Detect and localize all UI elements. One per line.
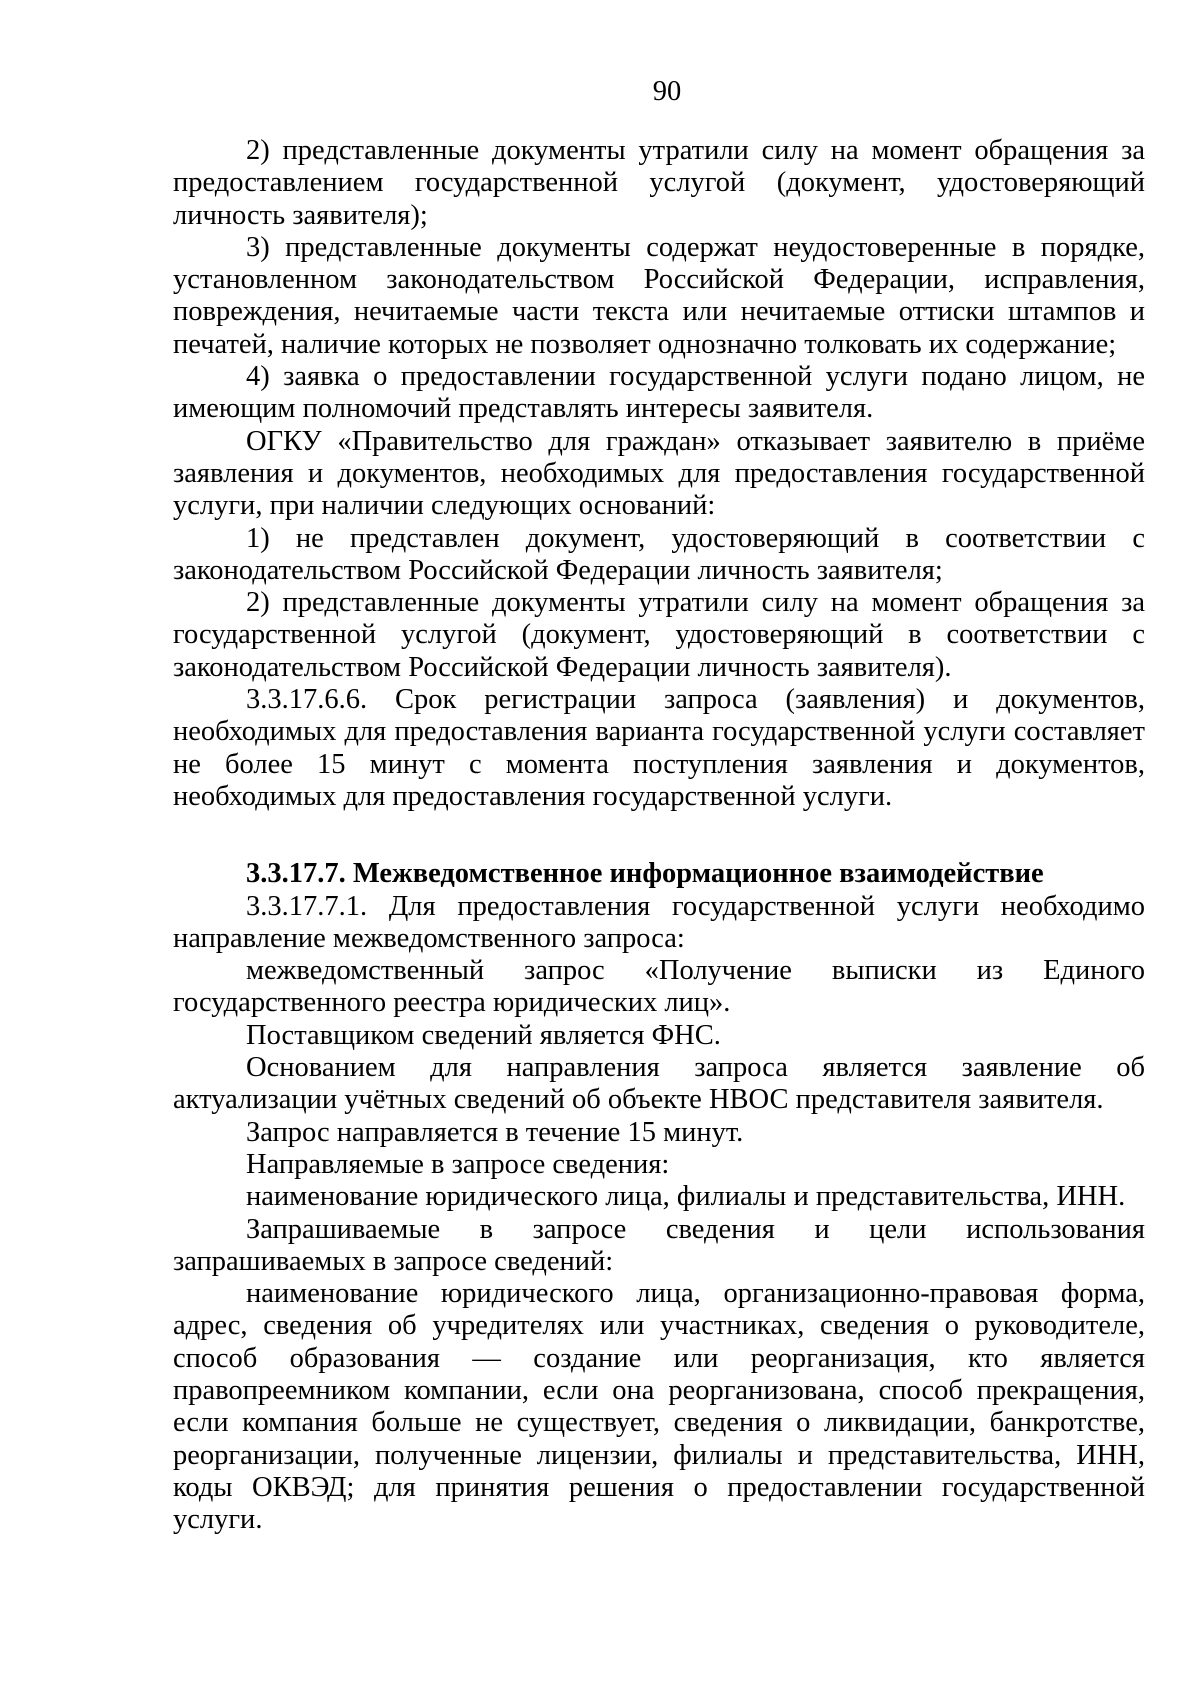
paragraph-sent-info-label: Направляемые в запросе сведения:	[246, 1148, 670, 1180]
paragraph-ground-2: 2) представленные документы утратили силу на момент обращения за государственной услугой (документ, удостоверяющий в соответствии с законодательством Российской Федерации личность заявителя).	[173, 587, 1145, 683]
paragraph-registration-term: 3.3.17.6.6. Срок регистрации запроса (заявления) и документов, необходимых для предоставления варианта государственной услуги составляет не более 15 минут с момента поступления заявления и документов, необходимых для предоставления государственной услуги.	[173, 684, 1145, 812]
paragraph-provider: Поставщиком сведений является ФНС.	[246, 1019, 721, 1051]
paragraph-request-time: Запрос направляется в течение 15 минут.	[246, 1116, 744, 1148]
paragraph-sent-info: наименование юридического лица, филиалы и представительства, ИНН.	[246, 1181, 1126, 1213]
paragraph-item-3: 3) представленные документы содержат неудостоверенные в порядке, установленном законодательством Российской Федерации, исправления, повреждения, нечитаемые части текста или нечитаемые оттиски штампов и печатей, наличие которых не позволяет однозначно толковать их содержание;	[173, 231, 1145, 360]
paragraph-item-2: 2) представленные документы утратили силу на момент обращения за предоставлением государственной услугой (документ, удостоверяющий личность заявителя);	[173, 135, 1145, 231]
paragraph-basis: Основанием для направления запроса является заявление об актуализации учётных сведений об объекте НВОС представителя заявителя.	[173, 1052, 1145, 1116]
paragraph-refusal-grounds: ОГКУ «Правительство для граждан» отказывает заявителю в приёме заявления и документов, необходимых для предоставления государственной услуги, при наличии следующих оснований:	[173, 425, 1145, 522]
section-heading: 3.3.17.7. Межведомственное информационное взаимодействие	[246, 858, 1044, 890]
paragraph-requested-info: наименование юридического лица, организационно-правовая форма, адрес, сведения об учредителях или участниках, сведения о руководителе, способ образования — создание или реорганизация, кто является правопреемником компании, если она реорганизована, способ прекращения, если компания больше не существует, сведения о ликвидации, банкротстве, реорганизации, полученные лицензии, филиалы и представительства, ИНН, коды ОКВЭД; для принятия решения о предоставлении государственной услуги.	[173, 1278, 1145, 1536]
paragraph-requested-info-label: Запрашиваемые в запросе сведения и цели использования запрашиваемых в запросе сведений:	[173, 1213, 1145, 1277]
paragraph-ground-1: 1) не представлен документ, удостоверяющий в соответствии с законодательством Российской Федерации личность заявителя;	[173, 522, 1145, 586]
page-number: 90	[652, 76, 682, 107]
paragraph-request-name: межведомственный запрос «Получение выписки из Единого государственного реестра юридических лиц».	[173, 955, 1145, 1019]
paragraph-interagency-request: 3.3.17.7.1. Для предоставления государственной услуги необходимо направление межведомственного запроса:	[173, 890, 1145, 954]
document-body	[173, 135, 1145, 1536]
paragraph-item-4: 4) заявка о предоставлении государственной услуги подано лицом, не имеющим полномочий представлять интересы заявителя.	[173, 361, 1145, 425]
